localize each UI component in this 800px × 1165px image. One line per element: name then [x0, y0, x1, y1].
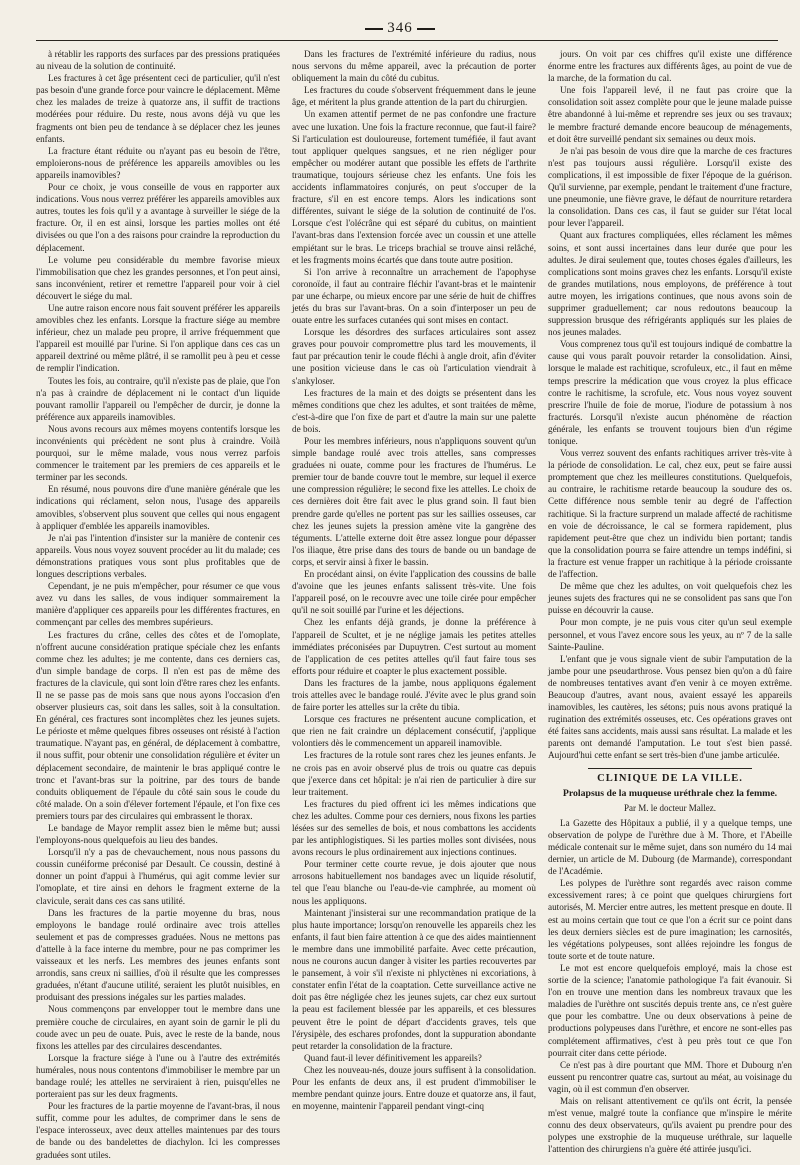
paragraph: Le volume peu considérable du membre favorise mieux l'immobilisation que chez les grandes personnes, et l'on peut ainsi, sans inconvénient, retirer et remettre l'appareil pour voir à ciel découvert le siége du mal. — [36, 254, 280, 301]
paragraph: Je n'ai pas l'intention d'insister sur la manière de contenir ces appareils. Vous nous voyez souvent procéder au lit du malade; ces démonstrations pratiques vous sont plus profitables que de longues descriptions verbales. — [36, 532, 280, 580]
column-middle — [292, 48, 536, 1148]
paragraph: Mais on relisant attentivement ce qu'ils ont écrit, la pensée m'est venue, malgré toute la confiance que m'inspire le mérite connu des deux observateurs, qu'ils avaient pu prendre pour des polypes une exstrophie de la muqueuse uréthrale, sur laquelle l'attention des chirurgiens n'a guère été attirée jusqu'ici. — [548, 1095, 792, 1155]
column-left — [36, 48, 280, 1160]
paragraph: Une autre raison encore nous fait souvent préférer les appareils amovibles chez les enfants. Lorsque la fracture siége au membre inférieur, chez un malade peu propre, il arrive fréquemment que l'appareil est mouillé par l'urine. Si l'on applique dans ces cas un appareil dextriné ou même plâtré, il se ramollit peu à peu et cesse de remplir l'indication. — [36, 302, 280, 374]
section-subtitle: Prolapsus de la muqueuse uréthrale chez la femme. — [562, 787, 778, 799]
paragraph: à rétablir les rapports des surfaces par des pressions pratiquées au niveau de la solution de continuité. — [36, 49, 280, 72]
paragraph: Nous avons recours aux mêmes moyens contentifs lorsque les inconvénients qui précèdent ne sont plus à craindre. Voilà pourquoi, sur le même malade, vous nous verrez parfois commencer le traitement par les premiers de ces appareils et le terminer par les seconds. — [36, 423, 280, 483]
paragraph: Pour les fractures de la partie moyenne de l'avant-bras, il nous suffit, comme pour les adultes, de comprimer dans le sens de l'espace interosseux, avec deux attelles maintenues par des tours de bande ou des bandelettes de diachylon. Ici les compresses graduées sont utiles. — [36, 1101, 280, 1160]
paragraph: Si l'on arrive à reconnaître un arrachement de l'apophyse coronoïde, il faut au contraire fléchir l'avant-bras et le maintenir par une écharpe, ou mieux encore par une série de huit de chiffres jetés du bras sur l'avant-bras. On a soin d'interposer un peu de ouate entre les surfaces cutanées qui sont mises en contact. — [292, 266, 536, 326]
paragraph: Les fractures à cet âge présentent ceci de particulier, qu'il n'est pas besoin d'une grande force pour vaincre le déplacement. Même chez les malades de treize à quatorze ans, il suffit de tractions modérées pour réduire. Du reste, nous avons déjà vu que les fragments ont bien peu de tendance à se déplacer chez les jeunes enfants. — [36, 73, 280, 144]
paragraph: Pour ce choix, je vous conseille de vous en rapporter aux indications. Vous nous verrez préférer les appareils amovibles aux autres, toutes les fois qu'il y a avantage à surveiller le siége de la fracture. Or, il en est ainsi, lorsque les parties molles ont été divisées ou que l'on a des raisons pour craindre la reproduction du déplacement. — [36, 182, 280, 253]
paragraph: L'enfant que je vous signale vient de subir l'amputation de la jambe pour une pseudarthrose. Vous pensez bien qu'on a dû faire de nombreuses tentatives avant d'en venir à ce moyen extrême. Beaucoup d'autres, avant nous, avaient essayé les appareils inamovibles, les cautères, les sétons; puis nous avons pratiqué la rugination des extrémités osseuses, etc. Ces opérations graves ont été faites sans accidents, mais aussi sans résultat. La malade et les parents ont demandé l'amputation. Le tout s'est bien passé. Aujourd'hui cette enfant se sert très-bien d'une jambe articulée. — [548, 653, 792, 761]
paragraph: Dans les fractures de la jambe, nous appliquons également trois attelles avec le bandage roulé. J'évite avec le plus grand soin de faire porter les attelles sur la crête du tibia. — [292, 677, 536, 713]
header-rule — [36, 40, 778, 41]
page-number: 346 — [387, 20, 413, 36]
paragraph: Dans les fractures de l'extrémité inférieure du radius, nous nous servons du même appareil, avec la précaution de porter obliquement la main du côté du cubitus. — [292, 49, 536, 84]
paragraph: Quant aux fractures compliquées, elles réclament les mêmes soins, et sont aussi incertaines dans leur durée que pour les adultes. Je dirai seulement que, toutes choses égales d'ailleurs, les complications sont moins graves chez les enfants. Lorsqu'il existe de grandes mutilations, nous employons, de préférence à tout autre moyen, les irrigations continues, que nous avons soin de supprimer graduellement; car nous redoutons beaucoup la suppression brusque des réfrigérants appliqués sur les plaies de nos jeunes malades. — [548, 230, 792, 338]
paragraph: Ce n'est pas à dire pourtant que MM. Thore et Dubourg n'en eussent pu rencontrer quatre cas, surtout au méat, au voisinage du vagin, où il est commun d'en observer. — [548, 1059, 792, 1094]
paragraph: Vous comprenez tous qu'il est toujours indiqué de combattre la cause qui vous paraît pouvoir retarder la consolidation. Ainsi, lorsque le malade est rachitique, scrofuleux, etc., il faut en même temps prescrire la médication que vous croyez la plus efficace contre le rachitisme, la scrofule, etc. Vous nous voyez souvent prescrire l'huile de foie de morue, l'iodure de potassium à nos fracturés. Lorsqu'il n'existe aucun phénomène de réaction générale, les enfants se trouvent toujours bien d'un régime tonique. — [548, 339, 792, 446]
paragraph: Pour les membres inférieurs, nous n'appliquons souvent qu'un simple bandage roulé avec trois attelles, sans compresses graduées ni ouate, comme pour les fractures de l'humérus. Le premier tour de bande couvre tout le membre, sur lequel il exerce une compression régulière; le second fixe les attelles. Le choix de ces dernières doit être fait avec le plus grand soin. Il faut bien prendre garde qu'elles ne portent pas sur les saillies osseuses, car chez les jeunes sujets la pression amène vite la gangrène des téguments. L'attelle externe doit être assez longue pour dépasser l'os iliaque, être prise dans des tours de bande ou un bandage de corps, et servir ainsi à fixer le bassin. — [292, 436, 536, 567]
paragraph: Toutes les fois, au contraire, qu'il n'existe pas de plaie, que l'on n'a pas à craindre de déplacement ni le contact d'un liquide pouvant ramollir l'appareil ou l'empêcher de durcir, je donne la préférence aux appareils inamovibles. — [36, 375, 280, 422]
paragraph: Pour mon compte, je ne puis vous citer qu'un seul exemple personnel, et vous l'avez encore sous les yeux, au nº 7 de la salle Sainte-Pauline. — [548, 617, 792, 652]
section-author: Par M. le docteur Mallez. — [624, 802, 716, 813]
paragraph: En procédant ainsi, on évite l'application des coussins de balle d'avoine que les jeunes enfants salissent très-vite. Une fois l'appareil posé, on le recouvre avec une toile cirée pour empêcher qu'il ne soit souillé par l'urine et les déjections. — [292, 569, 536, 616]
paragraph: Lorsqu'il n'y a pas de chevauchement, nous nous passons du coussin cunéiforme préconisé par Desault. Ce coussin, destiné à donner un point d'appui à l'humérus, qui agit comme levier sur l'omoplate, et tire ainsi en dehors le fragment externe de la clavicule, serait dans ces cas sans utilité. — [36, 847, 280, 906]
paragraph: Dans les fractures de la partie moyenne du bras, nous employons le bandage roulé ordinaire avec trois attelles seulement et pas de compresses graduées. Nous ne mettons pas d'attelle à la face interne du membre, pour ne pas comprimer les vaisseaux et les nerfs. Les membres des jeunes enfants sont arrondis, sans creux ni saillies, d'où il résulte que les compresses graduées, n'étant d'aucune utilité, seraient les plutôt nuisibles, en produisant des pressions inégales sur les parties malades. — [36, 907, 280, 1003]
paragraph: Maintenant j'insisterai sur une recommandation pratique de la plus haute importance; lorsqu'on renouvelle les appareils chez les enfants, il faut bien faire attention à ce que des aides maintiennent le membre dans une immobilité parfaite. Avec cette précaution, nous ne courons aucun danger à visiter les parties recouvertes par le pansement, à voir s'il n'existe ni phlyctènes ni excoriations, à constater enfin l'état de la coaptation. Cette surveillance active ne doit pas être négligée chez les jeunes sujets, car chez eux surtout la peau est facilement blessée par les appareils, et ces blessures peuvent être le point de départ d'accidents graves, tels que l'érysipèle, des eschares profondes, dont la suppuration abondante peut retarder la consolidation de la fracture. — [292, 907, 536, 1051]
paragraph: Nous commençons par envelopper tout le membre dans une première couche de circulaires, en ayant soin de garnir le pli du coude avec un peu de ouate. Puis, avec le reste de la bande, nous fixons les attelles par des circulaires descendantes. — [36, 1004, 280, 1051]
paragraph: Les fractures du crâne, celles des côtes et de l'omoplate, n'offrent aucune considération pratique spéciale chez les enfants comme chez les adultes; je me contente, dans ces derniers cas, d'un simple bandage de corps. Il n'en est pas de même des fractures de la clavicule, qui sont loin d'être rares chez les enfants. Il ne se passe pas de mois sans que nous ayons l'occasion d'en observer plusieurs cas, soit dans les salles, soit à la consultation. En général, ces fractures sont incomplètes chez les jeunes sujets. Le périoste et même quelques fibres osseuses ont résisté à l'action traumatique. N'ayant pas, en général, de déplacement à combattre, il nous suffit, pour obtenir une consolidation régulière et éviter un déplacement secondaire, de maintenir le bras appliqué contre le tronc et l'avant-bras sur la poitrine, par des tours de bande conduits obliquement de l'épaule du côté sain sous le coude du côté malade. On a soin d'élever fortement l'épaule, et l'on fixe ces premiers tours par des circulaires qui embrassent le thorax. — [36, 629, 280, 821]
paragraph: Quand faut-il lever définitivement les appareils? — [304, 1052, 482, 1063]
paragraph: La fracture étant réduite ou n'ayant pas eu besoin de l'être, emploierons-nous de préférence les appareils amovibles ou les appareils inamovibles? — [36, 145, 280, 180]
page-header — [0, 20, 800, 37]
paragraph: Les fractures de la rotule sont rares chez les jeunes enfants. Je ne crois pas en avoir observé plus de trois ou quatre cas depuis que j'exerce dans cet hôpital: je n'ai rien de particulier à dire sur leur traitement. — [292, 750, 536, 797]
paragraph: Cependant, je ne puis m'empêcher, pour résumer ce que vous avez vu dans les salles, de vous indiquer sommairement la manière d'appliquer ces appareils pour les différentes fractures, en commençant par celles des membres supérieurs. — [36, 581, 280, 628]
paragraph: jours. On voit par ces chiffres qu'il existe une différence énorme entre les fractures aux différents âges, au point de vue de la marche, de la formation du cal. — [548, 49, 792, 84]
paragraph: Lorsque ces fractures ne présentent aucune complication, et que rien ne fait craindre un déplacement consécutif, j'applique volontiers dès le commencement un appareil inamovible. — [292, 714, 536, 749]
paragraph: De même que chez les adultes, on voit quelquefois chez les jeunes sujets des fractures qui ne se consolident pas sans que l'on puisse en découvrir la cause. — [548, 581, 792, 616]
paragraph: Le mot est encore quelquefois employé, mais la chose est sortie de la science; l'anatomie pathologique l'a fait évanouir. Si l'on en trouve une mention dans les nombreux travaux que les maladies de l'urèthre ont suscités depuis trente ans, ce n'est guère que pour les combattre. Une ou deux observations à peine de productions polypeuses dans l'urèthre, et encore ne sont-elles pas complétement affirmatives, c'est à peu près tout ce que l'on pourrait citer dans cette période. — [548, 962, 792, 1058]
column-right — [548, 48, 792, 1155]
paragraph: Je n'ai pas besoin de vous dire que la marche de ces fractures n'est pas toujours aussi régulière. Lorsqu'il existe des complications, il est impossible de fixer l'époque de la guérison. Qu'il survienne, par exemple, pendant le traitement d'une fracture, une pneumonie, une fièvre grave, le défaut de nourriture retardera la consolidation. Dans ces cas, il faut se guider sur l'état local pour lever l'appareil. — [548, 145, 792, 229]
paragraph: Lorsque les désordres des surfaces articulaires sont assez graves pour pouvoir compromettre plus tard les mouvements, il faut par précaution tenir le coude fléchi à angle droit, afin d'éviter une position vicieuse dans le cas où l'articulation viendrait à s'ankyloser. — [292, 327, 536, 386]
paragraph: Les polypes de l'urèthre sont regardés avec raison comme excessivement rares; à ce point que quelques chirurgiens fort autorisés, M. Mercier entre autres, les mettent presque en doute. Il est au moins certain que tout ce que l'on a écrit sur ce point dans les deux derniers siècles est de pure imagination; les carnosités, les végétations polypeuses, sont allées rejoindre les fongus de toute sorte et de toute nature. — [548, 878, 792, 961]
paragraph: Pour terminer cette courte revue, je dois ajouter que nous arrosons habituellement nos bandages avec un liquide résolutif, tel que l'eau blanche ou l'eau-de-vie camphrée, au moment où nous les appliquons. — [292, 859, 536, 906]
paragraph: Une fois l'appareil levé, il ne faut pas croire que la consolidation soit assez complète pour que le jeune malade puisse être abandonné à lui-même et reprendre ses jeux ou ses travaux; le membre fracturé demande encore beaucoup de ménagements, et doit être surveillé pendant six semaines ou deux mois. — [548, 85, 792, 144]
paragraph: La Gazette des Hôpitaux a publié, il y a quelque temps, une observation de polype de l'urèthre due à M. Thore, et l'Abeille médicale contenait sur le même sujet, dans son numéro du 14 mai dernier, un article de M. Dubourg (de Marmande), correspondant de l'Académie. — [548, 817, 792, 877]
paragraph: Un examen attentif permet de ne pas confondre une fracture avec une luxation. Une fois la fracture reconnue, que faut-il faire? Si l'articulation est douloureuse, fortement tuméfiée, il faut avant tout appliquer quelques sangsues, et ne rien négliger pour empêcher ou modérer autant que possible les effets de l'arthrite traumatique, toujours sérieuse chez les enfants. Une fois les accidents inflammatoires conjurés, on peut s'occuper de la fracture, s'il en est encore temps. Alors les indications sont différentes, suivant le siége de la solution de continuité de l'os. Lorsque c'est l'olécrâne qui est séparé du cubitus, on maintient l'avant-bras dans l'extension forcée avec un coussin et une attelle empiétant sur le bras. Le triceps brachial se trouve ainsi relâché, et les fragments moins écartés que dans toute autre position. — [292, 109, 536, 265]
section-title: CLINIQUE DE LA VILLE. — [597, 772, 743, 784]
header-dash-right — [417, 28, 435, 30]
paragraph: Les fractures du coude s'observent fréquemment dans le jeune âge, et méritent la plus grande attention de la part du chirurgien. — [292, 85, 536, 108]
paragraph: En résumé, nous pouvons dire d'une manière générale que les indications qui réclament, selon nous, l'usage des appareils amovibles, s'observent plus souvent que celles qui nous engagent à appliquer d'emblée les appareils inamovibles. — [36, 484, 280, 531]
paragraph: Vous verrez souvent des enfants rachitiques arriver très-vite à la période de consolidation. Le cal, chez eux, peut se faire aussi promptement que chez les meilleures constitutions. Quelquefois, au contraire, le rachitisme retarde beaucoup la soudure des os. Cette différence nous semble tenir au degré de l'affection rachitique. Si la fracture surprend un malade affecté de rachitisme en voie de décroissance, le cal se formera rapidement, plus rapidement peut-être que chez un individu bien portant; tandis que la consolidation pourra se faire attendre un temps indéfini, si la fracture est venue frapper un rachitique à la période croissante de l'affection. — [548, 448, 792, 580]
section-divider — [588, 768, 752, 769]
paragraph: Le bandage de Mayor remplit assez bien le même but; aussi l'employons-nous quelquefois au lieu des bandes. — [36, 823, 280, 846]
paragraph: Lorsque la fracture siége à l'une ou à l'autre des extrémités humérales, nous nous contentons d'immobiliser le membre par un bandage roulé; les attelles ne serviraient à rien, puisqu'elles ne porteraient pas sur les deux fragments. — [36, 1052, 280, 1100]
header-dash-left — [365, 28, 383, 30]
paragraph: Les fractures du pied offrent ici les mêmes indications que chez les adultes. Comme pour ces derniers, nous fixons les parties lésées sur des semelles de bois, et nous combattons les accidents par les antiphlogistiques. Si les parties molles sont divisées, nous avons recours le plus ordinairement aux injections continues. — [292, 798, 536, 858]
paragraph: Les fractures de la main et des doigts se présentent dans les mêmes conditions que chez les adultes, et sont traitées de même, c'est-à-dire que l'on fixe de part et d'autre la main sur une palette de bois. — [292, 387, 536, 434]
paragraph: Chez les nouveau-nés, douze jours suffisent à la consolidation. Pour les enfants de deux ans, il est prudent d'immobiliser le membre pendant quinze jours. Entre douze et quatorze ans, il faut, en moyenne, maintenir l'appareil pendant vingt-cinq — [292, 1064, 536, 1112]
paragraph: Chez les enfants déjà grands, je donne la préférence à l'appareil de Scultet, et je ne néglige jamais les petites attelles immédiates préconisées par Dupuytren. C'est surtout au moment de l'application de ces petites attelles qu'il faut faire tous ses efforts pour réduire et coapter le plus exactement possible. — [292, 617, 536, 676]
